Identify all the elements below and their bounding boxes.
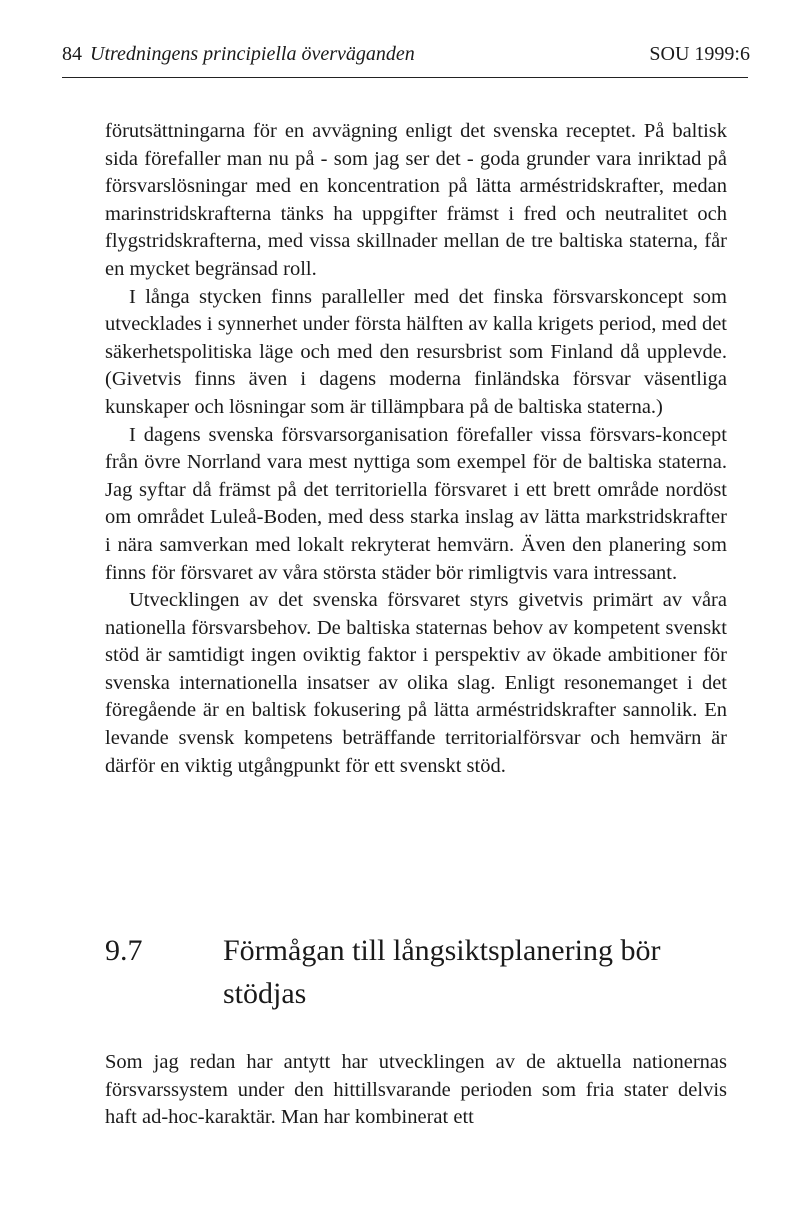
- section-paragraph-1: Som jag redan har antytt har utvecklingen av de aktuella nationernas försvarssystem under den hittillsvarande perioden som fria stater delvis haft ad-hoc-karaktär. Man har kombinerat ett: [105, 1051, 727, 1129]
- section-body: [105, 1049, 727, 1132]
- section-heading: [105, 929, 745, 1015]
- paragraph-1: förutsättningarna för en avvägning enligt det svenska receptet. På baltisk sida förefaller man nu på - som jag ser det - goda grunder vara inriktad på försvarslösningar med en koncentration på lätta arméstridskrafter, medan marinstridskrafterna tänks ha uppgifter främst i fred och neutralitet och flygstridskrafterna, med vissa skillnader mellan de tre baltiska staterna, får en mycket begränsad roll.: [105, 120, 727, 280]
- section-number: 9.7: [105, 934, 143, 967]
- body-text: [105, 118, 727, 780]
- section-title: Förmågan till långsiktsplanering bör stödjas: [223, 934, 661, 1010]
- paragraph-4: Utvecklingen av det svenska försvaret styrs givetvis primärt av våra nationella försvarsbehov. De baltiska staternas behov av kompetent svenskt stöd är samtidigt ingen oviktig faktor i perspektiv av ökade ambitioner för svenska internationella insatser av olika slag. Enligt resonemanget i det föregående är en baltisk fokusering på lätta arméstridskrafter sannolik. En levande svensk kompetens beträffande territorialförsvar och hemvärn är därför en viktig utgångpunkt för ett svenskt stöd.: [105, 589, 727, 777]
- page-number: 84: [62, 43, 82, 65]
- running-header: [62, 40, 750, 74]
- header-rule: [62, 77, 748, 78]
- paragraph-3: I dagens svenska försvarsorganisation förefaller vissa försvars-koncept från övre Norrland vara mest nyttiga som exempel för de baltiska staterna. Jag syftar då främst på det territoriella försvaret i ett brett område nordöst om området Luleå-Boden, med dess starka inslag av lätta markstridskrafter i nära samverkan med lokalt rekryterat hemvärn. Även den planering som finns för försvaret av våra största städer bör rimligtvis vara intressant.: [105, 423, 727, 584]
- paragraph-2: I långa stycken finns paralleller med det finska försvarskoncept som utvecklades i synnerhet under första hälften av kalla krigets period, med det säkerhetspolitiska läge och med den resursbrist som Finland då upplevde. (Givetvis finns även i dagens moderna finländska försvar väsentliga kunskaper och lösningar som är tillämpbara på de baltiska staterna.): [105, 285, 727, 418]
- series-reference: SOU 1999:6: [649, 43, 750, 65]
- section-running-title: Utredningens principiella överväganden: [90, 43, 415, 65]
